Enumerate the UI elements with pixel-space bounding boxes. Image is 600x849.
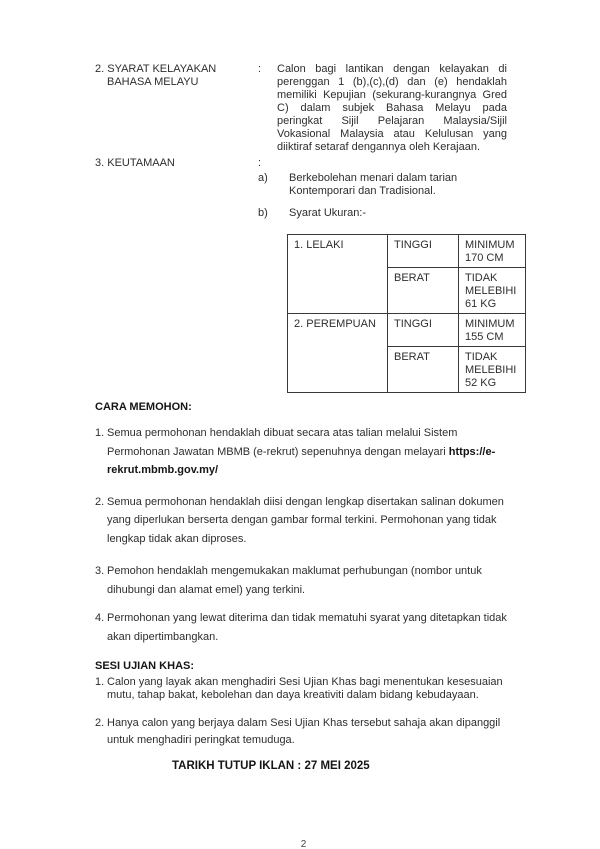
item-number: 1. <box>95 427 105 439</box>
item-text-part: Semua permohonan hendaklah dibuat secara atas talian melalui Sistem Permohonan Jawatan MBMB (e-rekrut) sepenuhnya dengan melayari <box>107 427 458 458</box>
requirement-description-empty <box>277 157 507 170</box>
value-cell: MINIMUM 170 CM <box>459 235 526 268</box>
item-text <box>107 424 512 480</box>
requirement-term: 3. KEUTAMAAN <box>95 157 175 169</box>
cara-memohon-list <box>95 424 512 646</box>
list-item <box>258 207 512 220</box>
list-item <box>95 562 512 599</box>
size-requirements-table <box>287 234 526 393</box>
item-number: 3. <box>95 565 105 577</box>
item-text: Syarat Ukuran:- <box>289 207 367 219</box>
page-number: 2 <box>300 839 307 849</box>
sesi-ujian-khas-list <box>95 676 512 749</box>
list-item <box>95 609 512 646</box>
measure-cell: BERAT <box>388 347 459 393</box>
requirement-term-line2: BAHASA MELAYU <box>107 76 199 88</box>
requirement-description: Calon bagi lantikan dengan kelayakan di perenggan 1 (b),(c),(d) dan (e) hendaklah memiliki Kepujian (sekurang-kurangnya Gred C) dalam subjek Bahasa Melayu pada peringkat Sijil Pelajaran Malaysia/Sijil Vokasional Malaysia atau Kelulusan yang diiktiraf setaraf dengannya oleh Kerajaan. <box>277 63 507 153</box>
list-item <box>95 676 512 702</box>
value-cell: MINIMUM 155 CM <box>459 314 526 347</box>
item-text: Hanya calon yang berjaya dalam Sesi Ujian Khas tersebut sahaja akan dipanggil untuk menghadiri peringkat temuduga. <box>107 717 501 746</box>
section-heading-cara-memohon: CARA MEMOHON: <box>95 401 192 413</box>
colon-separator: : <box>258 63 262 75</box>
measure-cell: BERAT <box>388 268 459 314</box>
item-number: 2. <box>95 495 105 508</box>
item-text: Berkebolehan menari dalam tarian Kontemporari dan Tradisional. <box>289 172 458 197</box>
requirement-term-line1: 2. SYARAT KELAYAKAN <box>95 63 217 75</box>
measure-cell: TINGGI <box>388 235 459 268</box>
category-cell: 2. PEREMPUAN <box>288 314 388 393</box>
item-label: b) <box>258 207 268 219</box>
list-item <box>95 493 512 549</box>
item-number: 2. <box>95 717 105 729</box>
table-row <box>288 314 526 347</box>
list-item <box>95 715 512 749</box>
requirement-row-keutamaan <box>95 157 512 170</box>
keutamaan-sub-items <box>258 172 512 220</box>
item-number: 4. <box>95 612 105 624</box>
value-cell: TIDAK MELEBIHI 52 KG <box>459 347 526 393</box>
item-text: Permohonan yang lewat diterima dan tidak mematuhi syarat yang ditetapkan tidak akan dipertimbangkan. <box>107 612 507 643</box>
colon-separator: : <box>258 157 262 169</box>
item-label: a) <box>258 172 268 184</box>
value-cell: TIDAK MELEBIHI 61 KG <box>459 268 526 314</box>
item-text: Calon yang layak akan menghadiri Sesi Ujian Khas bagi menentukan kesesuaian mutu, tahap bakat, kebolehan dan daya kreativiti dalam bidang kebudayaan. <box>107 676 503 701</box>
table-row <box>288 235 526 268</box>
item-text: Semua permohonan hendaklah diisi dengan lengkap disertakan salinan dokumen yang diperlukan berserta dengan gambar formal terkini. Permohonan yang tidak lengkap tidak akan diproses. <box>107 495 504 545</box>
requirement-row-syarat-kelayakan <box>95 63 512 154</box>
closing-date-line: TARIKH TUTUP IKLAN : 27 MEI 2025 <box>172 760 370 772</box>
list-item <box>258 172 512 198</box>
requirement-term <box>95 63 258 154</box>
item-number: 1. <box>95 676 105 688</box>
category-cell: 1. LELAKI <box>288 235 388 314</box>
measure-cell: TINGGI <box>388 314 459 347</box>
item-text: Pemohon hendaklah mengemukakan maklumat perhubungan (nombor untuk dihubungi dan alamat emel) yang terkini. <box>107 565 482 596</box>
section-heading-sesi-ujian-khas: SESI UJIAN KHAS: <box>95 660 195 672</box>
e-rekrut-url[interactable]: https://e-rekrut.mbmb.gov.my/ <box>107 445 496 476</box>
list-item <box>95 424 512 480</box>
